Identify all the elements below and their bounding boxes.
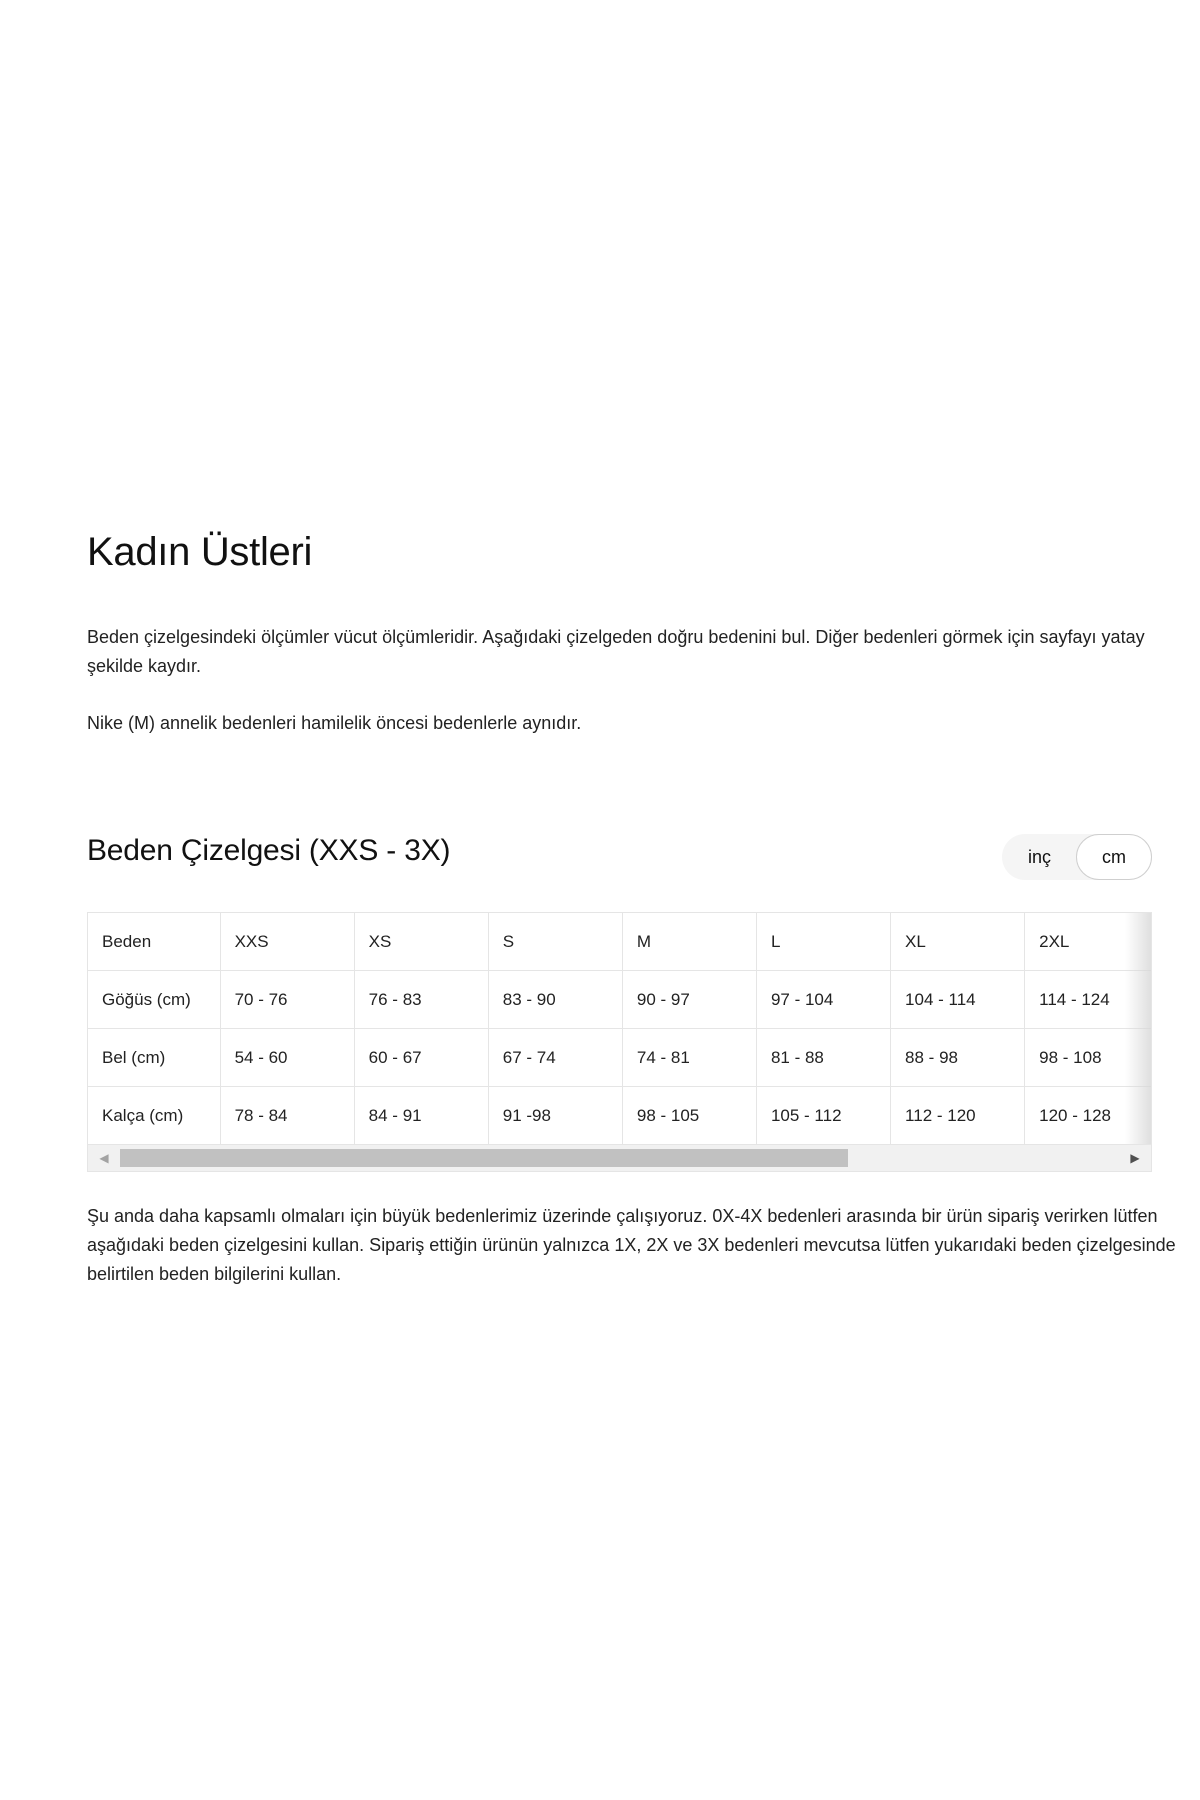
header-label-size: Beden <box>88 913 220 971</box>
table-cell: 74 - 81 <box>622 1029 756 1087</box>
table-cell: 114 - 124 <box>1025 971 1151 1029</box>
table-cell: 83 - 90 <box>488 971 622 1029</box>
maternity-note: Nike (M) annelik bedenleri hamilelik öncesi bedenlerle aynıdır. <box>87 713 582 733</box>
row-label-chest: Göğüs (cm) <box>88 971 220 1029</box>
size-column-header: XXS <box>220 913 354 971</box>
table-cell: 112 - 120 <box>891 1087 1025 1145</box>
table-row-waist <box>88 1029 1151 1087</box>
table-cell: 78 - 84 <box>220 1087 354 1145</box>
unit-option-cm[interactable]: cm <box>1076 834 1152 880</box>
table-row-hip <box>88 1087 1151 1145</box>
intro-text: Beden çizelgesindeki ölçümler vücut ölçümleridir. Aşağıdaki çizelgeden doğru bedenini bul. Diğer bedenleri görmek için sayfayı yatay şekilde kaydır. <box>87 627 1145 676</box>
size-column-header: 2XL <box>1025 913 1151 971</box>
plus-size-note: Şu anda daha kapsamlı olmaları için büyük bedenlerimiz üzerinde çalışıyoruz. 0X-4X bedenleri arasında bir ürün sipariş verirken lütfen aşağıdaki beden çizelgesini kullan. Sipariş ettiğin ürünün yalnızca 1X, 2X ve 3X bedenleri mevcutsa lütfen yukarıdaki beden çizelgesinde belirtilen beden bilgilerini kullan. <box>87 1206 1176 1284</box>
table-cell: 60 - 67 <box>354 1029 488 1087</box>
table-cell: 67 - 74 <box>488 1029 622 1087</box>
row-label-waist: Bel (cm) <box>88 1029 220 1087</box>
size-table-container <box>87 912 1152 1172</box>
size-table <box>88 913 1151 1144</box>
size-column-header: XL <box>891 913 1025 971</box>
row-label-hip: Kalça (cm) <box>102 1105 184 1125</box>
size-chart-header <box>87 834 1167 882</box>
table-cell: 91 -98 <box>488 1087 622 1145</box>
table-cell: 98 - 105 <box>622 1087 756 1145</box>
table-cell: 90 - 97 <box>622 971 756 1029</box>
size-column-header: XS <box>354 913 488 971</box>
table-cell: 98 - 108 <box>1025 1029 1151 1087</box>
table-cell: 70 - 76 <box>220 971 354 1029</box>
table-cell: 81 - 88 <box>756 1029 890 1087</box>
table-cell: 84 - 91 <box>354 1087 488 1145</box>
unit-toggle <box>1002 834 1152 880</box>
size-column-header: S <box>488 913 622 971</box>
size-column-header: M <box>622 913 756 971</box>
table-cell: 105 - 112 <box>756 1087 890 1145</box>
size-chart-title: Beden Çizelgesi (XXS - 3X) <box>87 834 451 867</box>
scrollbar-thumb[interactable] <box>120 1149 848 1167</box>
size-table-viewport[interactable] <box>88 913 1151 1144</box>
scroll-left-arrow-icon[interactable]: ◀ <box>99 1151 109 1165</box>
page-title: Kadın Üstleri <box>87 530 313 574</box>
horizontal-scrollbar[interactable] <box>88 1144 1151 1171</box>
scroll-right-arrow-icon[interactable]: ▶ <box>1130 1151 1140 1165</box>
table-cell: 88 - 98 <box>891 1029 1025 1087</box>
table-row-chest <box>88 971 1151 1029</box>
size-guide-page <box>87 530 1176 1307</box>
table-cell: 104 - 114 <box>891 971 1025 1029</box>
table-cell: 120 - 128 <box>1025 1087 1151 1145</box>
unit-option-inch[interactable]: inç <box>1027 847 1051 867</box>
table-cell: 97 - 104 <box>756 971 890 1029</box>
size-column-header: L <box>756 913 890 971</box>
size-header-row <box>88 913 1151 971</box>
table-cell: 76 - 83 <box>354 971 488 1029</box>
table-cell: 54 - 60 <box>220 1029 354 1087</box>
